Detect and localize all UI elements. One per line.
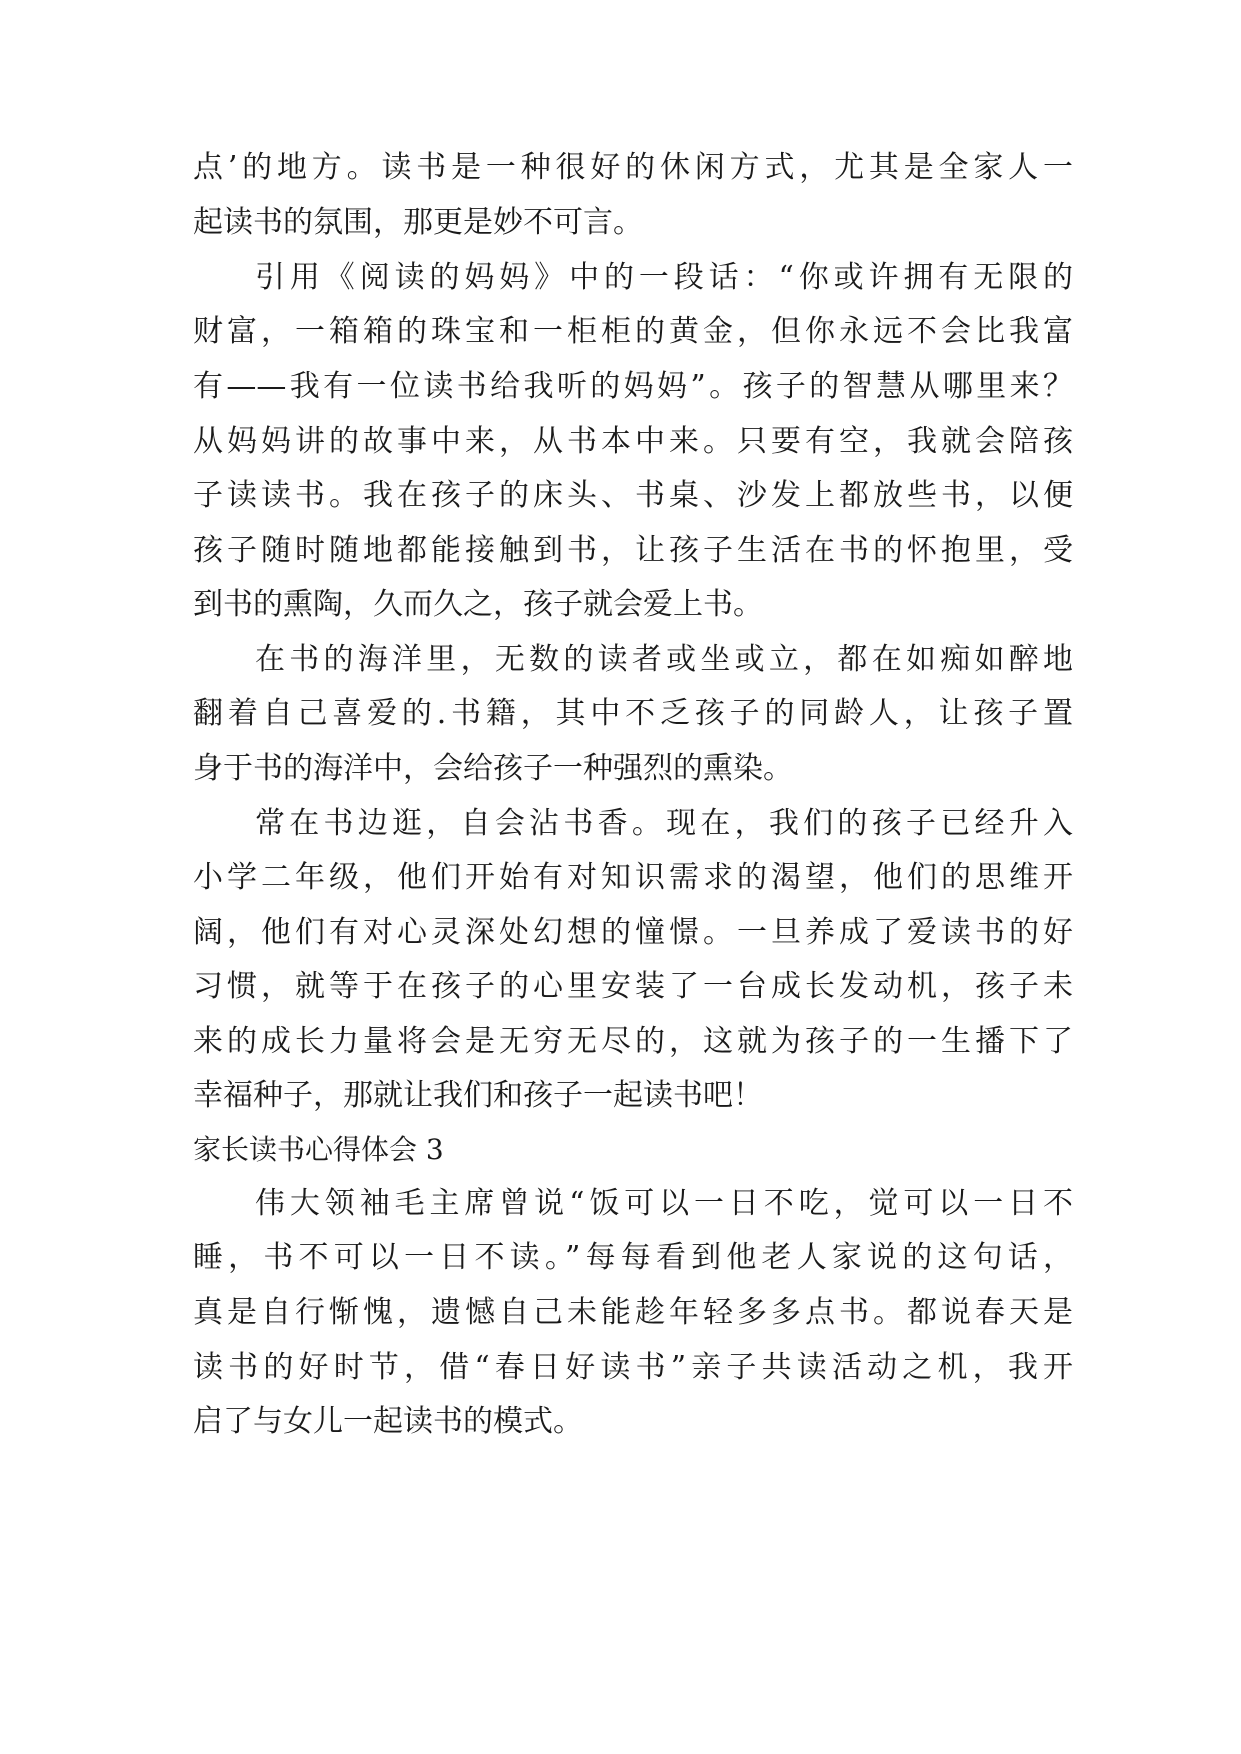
paragraph-line: 阔，他们有对心灵深处幻想的憧憬。一旦养成了爱读书的好 [193, 915, 1073, 950]
paragraph-line: 点’的地方。读书是一种很好的休闲方式，尤其是全家人一 [193, 150, 1073, 185]
paragraph-line: 到书的熏陶，久而久之，孩子就会爱上书。 [193, 587, 763, 622]
section-heading: 家长读书心得体会 3 [193, 1133, 444, 1166]
paragraph-line: 习惯，就等于在孩子的心里安装了一台成长发动机，孩子未 [193, 969, 1073, 1004]
paragraph-line: 真是自行惭愧，遗憾自己未能趁年轻多多点书。都说春天是 [193, 1295, 1073, 1330]
paragraph-line: 幸福种子，那就让我们和孩子一起读书吧！ [193, 1078, 763, 1113]
paragraph-line: 起读书的氛围，那更是妙不可言。 [193, 205, 643, 240]
paragraph-line: 翻着自己喜爱的.书籍，其中不乏孩子的同龄人，让孩子置 [193, 696, 1073, 731]
paragraph-line: 有——我有一位读书给我听的妈妈”。孩子的智慧从哪里来？ [193, 369, 1073, 404]
paragraph-line: 子读读书。我在孩子的床头、书桌、沙发上都放些书，以便 [193, 478, 1073, 513]
paragraph-line: 财富，一箱箱的珠宝和一柜柜的黄金，但你永远不会比我富 [193, 314, 1073, 349]
paragraph-line: 睡，书不可以一日不读。”每每看到他老人家说的这句话， [193, 1240, 1073, 1275]
paragraph-first-line: 引用《阅读的妈妈》中的一段话：“你或许拥有无限的 [255, 260, 1073, 295]
paragraph-first-line: 伟大领袖毛主席曾说“饭可以一日不吃，觉可以一日不 [255, 1186, 1073, 1221]
paragraph-line: 从妈妈讲的故事中来，从书本中来。只要有空，我就会陪孩 [193, 424, 1073, 459]
paragraph-line: 来的成长力量将会是无穷无尽的，这就为孩子的一生播下了 [193, 1024, 1073, 1059]
paragraph-first-line: 在书的海洋里，无数的读者或坐或立，都在如痴如醉地 [255, 642, 1073, 677]
paragraph-line: 小学二年级，他们开始有对知识需求的渴望，他们的思维开 [193, 860, 1073, 895]
paragraph-line: 身于书的海洋中，会给孩子一种强烈的熏染。 [193, 751, 793, 786]
paragraph-line: 孩子随时随地都能接触到书，让孩子生活在书的怀抱里，受 [193, 533, 1073, 568]
paragraph-line: 读书的好时节，借“春日好读书”亲子共读活动之机，我开 [193, 1350, 1073, 1385]
paragraph-line: 启了与女儿一起读书的模式。 [193, 1404, 583, 1439]
paragraph-first-line: 常在书边逛，自会沾书香。现在，我们的孩子已经升入 [255, 806, 1073, 841]
